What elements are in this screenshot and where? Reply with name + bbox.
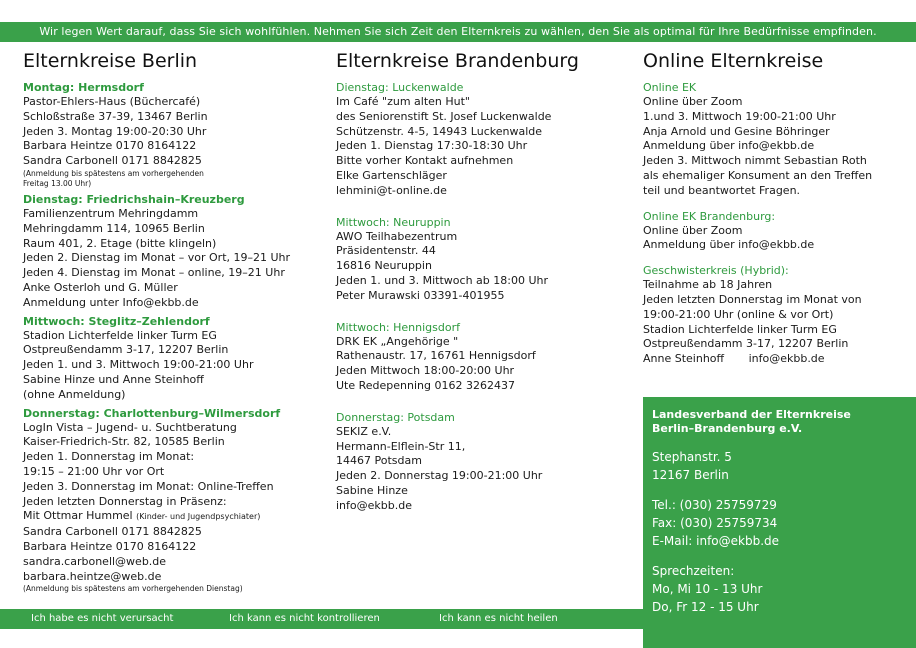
entry-line: Anke Osterloh und G. Müller [23, 280, 178, 294]
entry-line: SEKIZ e.V. [336, 424, 392, 438]
entry-line: Anne Steinhoff info@ekbb.de [643, 352, 825, 366]
entry-line: Jeden letzten Donnerstag im Monat von [643, 292, 862, 306]
entry-line: Jeden 1. Donnerstag im Monat: [23, 450, 195, 464]
entry-line: Hermann-Elflein-Str 11, [336, 439, 466, 453]
entry-line: Jeden 3. Montag 19:00-20:30 Uhr [23, 124, 207, 138]
entry-line: Barbara Heintze 0170 8164122 [23, 539, 197, 553]
entry-line: Jeden 3. Mittwoch nimmt Sebastian Roth [643, 154, 867, 168]
entry-line: Barbara Heintze 0170 8164122 [23, 139, 197, 153]
hours-label: Sprechzeiten: [652, 564, 735, 578]
contact-fax: Fax: (030) 25759734 [652, 516, 778, 530]
entry-email[interactable]: lehmini@t-online.de [336, 183, 447, 197]
entry-line: Familienzentrum Mehringdamm [23, 206, 199, 220]
entry-line: Ute Redepenning 0162 3262437 [336, 378, 515, 392]
slogan-3: Ich kann es nicht heilen [439, 613, 558, 624]
entry-line: Jeden 4. Dienstag im Monat – online, 19–21 Uhr [23, 266, 285, 280]
hummel-role: (Kinder- und Jugendpsychiater) [136, 512, 261, 522]
entry-note: (Anmeldung bis spätestens am vorhergehenden [23, 168, 204, 178]
entry-line: Jeden Mittwoch 18:00-20:00 Uhr [336, 364, 515, 378]
online-entry-ek [643, 80, 908, 199]
entry-line: Jeden letzten Donnerstag in Präsenz: [23, 494, 227, 508]
entry-line: 14467 Potsdam [336, 454, 422, 468]
entry-heading: Online EK Brandenburg: [643, 209, 776, 223]
slogan-2: Ich kann es nicht kontrollieren [229, 613, 380, 624]
brandenburg-column [336, 50, 626, 530]
entry-line: des Seniorenstift St. Josef Luckenwalde [336, 109, 552, 123]
brandenburg-entry-luckenwalde [336, 80, 626, 199]
entry-line: Raum 401, 2. Etage (bitte klingeln) [23, 236, 217, 250]
entry-heading: Donnerstag: Charlottenburg–Wilmersdorf [23, 406, 281, 420]
entry-email[interactable]: info@ekbb.de [336, 498, 412, 512]
entry-line: Pastor-Ehlers-Haus (Büchercafé) [23, 95, 201, 108]
contact-box [643, 397, 916, 648]
entry-line: Sandra Carbonell 0171 8842825 [23, 154, 202, 168]
entry-line: LogIn Vista – Jugend- u. Suchtberatung [23, 420, 237, 434]
entry-line: 16816 Neuruppin [336, 259, 432, 273]
entry-line: Schloßstraße 37-39, 13467 Berlin [23, 109, 208, 123]
entry-heading: Mittwoch: Hennigsdorf [336, 320, 460, 334]
entry-email[interactable]: barbara.heintze@web.de [23, 569, 162, 583]
entry-line: Anja Arnold und Gesine Böhringer [643, 124, 830, 138]
berlin-column [23, 50, 323, 597]
entry-note: Freitag 13.00 Uhr) [23, 178, 92, 188]
entry-line: Online über Zoom [643, 223, 743, 237]
entry-line: teil und beantwortet Fragen. [643, 183, 801, 197]
entry-line: Präsidentenstr. 44 [336, 244, 436, 258]
bottom-banner [0, 609, 643, 629]
hummel-name: Mit Ottmar Hummel [23, 509, 137, 523]
hours-line: Do, Fr 12 - 15 Uhr [652, 600, 759, 614]
berlin-title: Elternkreise Berlin [23, 50, 198, 72]
entry-heading: Montag: Hermsdorf [23, 81, 144, 94]
entry-line: Bitte vorher Kontakt aufnehmen [336, 154, 514, 168]
entry-line: 19:00-21:00 Uhr (online & vor Ort) [643, 307, 834, 321]
entry-line: 19:15 – 21:00 Uhr vor Ort [23, 464, 165, 478]
contact-title: Berlin–Brandenburg e.V. [652, 422, 803, 435]
online-column [643, 50, 908, 377]
entry-heading: Donnerstag: Potsdam [336, 410, 455, 424]
entry-line: Elke Gartenschläger [336, 168, 447, 182]
entry-line: DRK EK „Angehörige " [336, 334, 459, 348]
brandenburg-entry-neuruppin [336, 215, 626, 304]
entry-line: Peter Murawski 03391-401955 [336, 288, 505, 302]
brandenburg-entry-hennigsdorf [336, 320, 626, 394]
entry-line: Im Café "zum alten Hut" [336, 95, 470, 108]
entry-line: Jeden 1. und 3. Mittwoch 19:00-21:00 Uhr [23, 358, 254, 372]
entry-heading: Mittwoch: Neuruppin [336, 215, 451, 229]
entry-line: Rathenaustr. 17, 16761 Hennigsdorf [336, 349, 536, 363]
entry-line: Anmeldung über info@ekbb.de [643, 139, 815, 153]
entry-line: Sabine Hinze [336, 483, 408, 497]
entry-note: (Anmeldung bis spätestens am vorhergehenden Dienstag) [23, 584, 243, 594]
entry-line: Stadion Lichterfelde linker Turm EG [643, 322, 837, 336]
brandenburg-entry-potsdam [336, 410, 626, 514]
entry-heading: Geschwisterkreis (Hybrid): [643, 264, 789, 278]
entry-line: Ostpreußendamm 3-17, 12207 Berlin [23, 343, 229, 357]
entry-line: Sandra Carbonell 0171 8842825 [23, 525, 202, 539]
entry-line: 1.und 3. Mittwoch 19:00-21:00 Uhr [643, 109, 836, 123]
entry-line: Ostpreußendamm 3-17, 12207 Berlin [643, 337, 849, 351]
contact-phone: Tel.: (030) 25759729 [652, 498, 777, 512]
online-entry-geschwisterkreis [643, 263, 908, 367]
entry-line-hummel [23, 509, 323, 525]
contact-street: Stephanstr. 5 [652, 450, 732, 464]
online-title: Online Elternkreise [643, 50, 824, 72]
berlin-entry-friedrichshain [23, 192, 323, 311]
entry-line: Kaiser-Friedrich-Str. 82, 10585 Berlin [23, 435, 225, 449]
entry-line: Schützenstr. 4-5, 14943 Luckenwalde [336, 124, 543, 138]
entry-line: als ehemaliger Konsument an den Treffen [643, 168, 873, 182]
berlin-entry-charlottenburg [23, 406, 323, 595]
entry-line: Jeden 2. Dienstag im Monat – vor Ort, 19–21 Uhr [23, 251, 291, 265]
entry-line: AWO Teilhabezentrum [336, 229, 458, 243]
contact-email[interactable]: E-Mail: info@ekbb.de [652, 534, 780, 548]
hours-line: Mo, Mi 10 - 13 Uhr [652, 582, 763, 596]
contact-title: Landesverband der Elternkreise [652, 408, 851, 421]
entry-heading: Dienstag: Friedrichshain–Kreuzberg [23, 192, 245, 206]
entry-heading: Online EK [643, 81, 697, 94]
entry-line: Jeden 1. und 3. Mittwoch ab 18:00 Uhr [336, 273, 549, 287]
entry-line: Jeden 3. Donnerstag im Monat: Online-Treffen [23, 479, 274, 493]
berlin-entry-hermsdorf [23, 80, 323, 189]
entry-line: (ohne Anmeldung) [23, 387, 126, 401]
brandenburg-title: Elternkreise Brandenburg [336, 50, 579, 72]
entry-email[interactable]: sandra.carbonell@web.de [23, 554, 167, 568]
top-banner: Wir legen Wert darauf, dass Sie sich wohlfühlen. Nehmen Sie sich Zeit den Elternkreis zu wählen, den Sie als optimal für Ihre Bedürfnisse empfinden. [0, 22, 916, 42]
entry-line: Sabine Hinze und Anne Steinhoff [23, 372, 204, 386]
entry-line: Anmeldung über info@ekbb.de [643, 238, 815, 252]
entry-heading: Dienstag: Luckenwalde [336, 81, 464, 94]
entry-line: Teilnahme ab 18 Jahren [643, 278, 773, 292]
entry-line: Mehringdamm 114, 10965 Berlin [23, 221, 205, 235]
slogan-1: Ich habe es nicht verursacht [31, 613, 174, 624]
berlin-entry-steglitz [23, 314, 323, 403]
online-entry-brandenburg [643, 209, 908, 254]
entry-line: Anmeldung unter Info@ekbb.de [23, 295, 199, 309]
contact-city: 12167 Berlin [652, 468, 729, 482]
entry-line: Stadion Lichterfelde linker Turm EG [23, 328, 217, 342]
entry-line: Jeden 1. Dienstag 17:30-18:30 Uhr [336, 139, 528, 153]
entry-line: Jeden 2. Donnerstag 19:00-21:00 Uhr [336, 469, 543, 483]
entry-heading: Mittwoch: Steglitz–Zehlendorf [23, 314, 210, 328]
entry-line: Online über Zoom [643, 95, 743, 108]
